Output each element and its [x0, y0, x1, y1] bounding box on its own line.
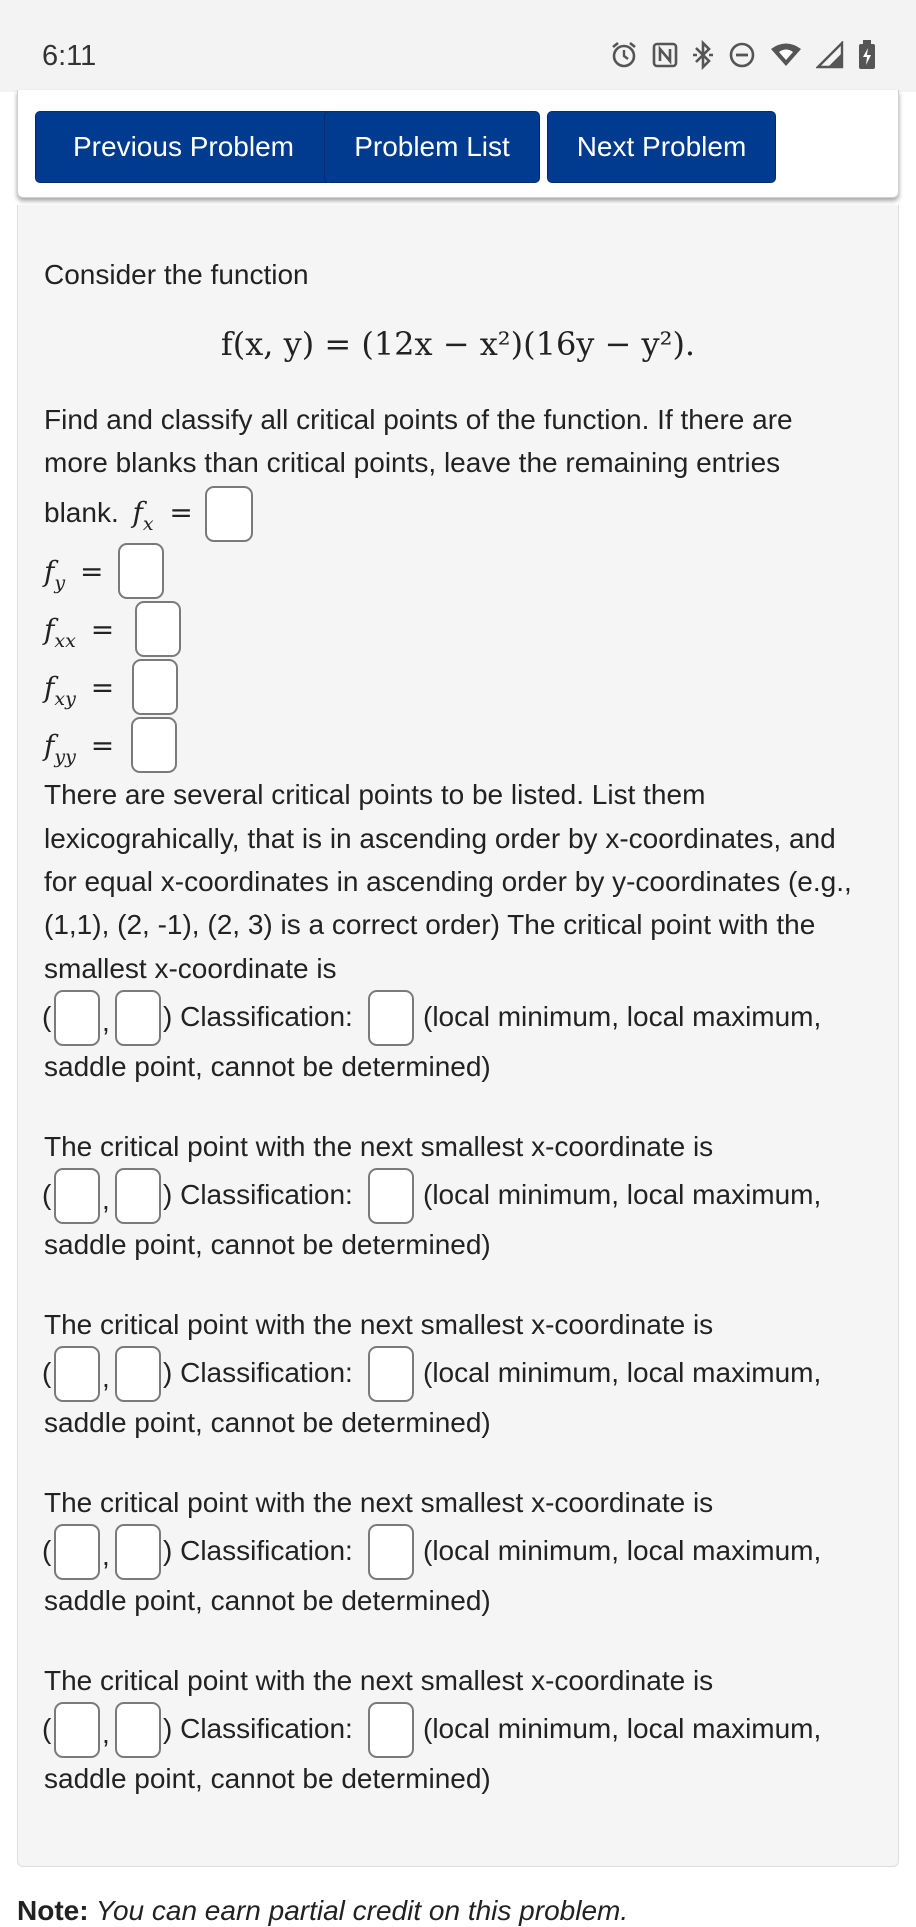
note-label: Note:	[17, 1895, 89, 1926]
note-text: You can earn partial credit on this problem.	[88, 1895, 629, 1926]
alarm-icon	[610, 41, 638, 69]
critical-point-5-options-1: (local minimum, local maximum,	[423, 1713, 822, 1744]
status-bar	[0, 0, 916, 92]
status-icons	[610, 40, 876, 70]
critical-point-4-options-1: (local minimum, local maximum,	[423, 1535, 822, 1566]
do-not-disturb-icon	[728, 41, 756, 69]
critical-point-5-intro: The critical point with the next smallest x-coordinate is	[44, 1665, 714, 1696]
critical-point-2-x-input[interactable]	[54, 1168, 100, 1224]
bluetooth-icon	[692, 40, 714, 70]
instruction-line-2: more blanks than critical points, leave the remaining entries	[44, 447, 781, 478]
critical-point-2-comma: ,	[102, 1184, 110, 1215]
signal-icon	[816, 41, 844, 69]
critical-point-5-options-2: saddle point, cannot be determined)	[44, 1763, 491, 1794]
function-formula	[0, 325, 916, 363]
instruction-line-3	[44, 491, 193, 538]
critical-point-3-intro: The critical point with the next smallest x-coordinate is	[44, 1309, 714, 1340]
list-text-4: (1,1), (2, -1), (2, 3) is a correct order) The critical point with the	[44, 909, 816, 940]
critical-point-5-y-input[interactable]	[115, 1702, 161, 1758]
critical-point-1-classification-input[interactable]	[368, 990, 414, 1046]
list-text-2: lexicograhically, that is in ascending order by x-coordinates, and	[44, 823, 836, 854]
critical-point-3-classification-input[interactable]	[368, 1346, 414, 1402]
critical-point-5-comma: ,	[102, 1718, 110, 1749]
function-formula-text: f(x, y) = (12x − x²)(16y − y²).	[220, 325, 696, 363]
instruction-line-1: Find and classify all critical points of the function. If there are	[44, 404, 793, 435]
critical-point-4-classification-input[interactable]	[368, 1524, 414, 1580]
critical-point-4-intro: The critical point with the next smallest x-coordinate is	[44, 1487, 714, 1518]
previous-problem-button[interactable]: Previous Problem	[35, 111, 332, 183]
critical-point-4-classification-label: ) Classification:	[163, 1535, 353, 1566]
fx-symbol: $f_x$	[132, 496, 154, 535]
critical-point-3-options-2: saddle point, cannot be determined)	[44, 1407, 491, 1438]
critical-point-5-classification-input[interactable]	[368, 1702, 414, 1758]
wifi-icon	[770, 42, 802, 68]
fy-label: $f_y$ =	[44, 555, 104, 594]
critical-point-3-x-input[interactable]	[54, 1346, 100, 1402]
next-problem-button[interactable]: Next Problem	[547, 111, 776, 183]
critical-point-4-comma: ,	[102, 1540, 110, 1571]
critical-point-2-classification-input[interactable]	[368, 1168, 414, 1224]
critical-point-2-open-paren: (	[42, 1179, 52, 1210]
partial-credit-note	[17, 1895, 628, 1927]
critical-point-4-x-input[interactable]	[54, 1524, 100, 1580]
critical-point-5-open-paren: (	[42, 1713, 52, 1744]
status-time: 6:11	[42, 40, 97, 72]
critical-point-1-y-input[interactable]	[115, 990, 161, 1046]
list-text-1: There are several critical points to be listed. List them	[44, 779, 706, 810]
fxy-input[interactable]	[132, 659, 178, 715]
critical-point-5-classification-label: ) Classification:	[163, 1713, 353, 1744]
critical-point-1-classification-label: ) Classification:	[163, 1001, 353, 1032]
battery-icon	[858, 40, 876, 70]
fxx-input[interactable]	[135, 601, 181, 657]
critical-point-3-comma: ,	[102, 1362, 110, 1393]
critical-point-2-options-2: saddle point, cannot be determined)	[44, 1229, 491, 1260]
critical-point-1-options-2: saddle point, cannot be determined)	[44, 1051, 491, 1082]
critical-point-4-y-input[interactable]	[115, 1524, 161, 1580]
fx-equals: =	[169, 496, 193, 529]
problem-list-button[interactable]: Problem List	[324, 111, 540, 183]
list-text-3: for equal x-coordinates in ascending order by y-coordinates (e.g.,	[44, 866, 852, 897]
critical-point-3-y-input[interactable]	[115, 1346, 161, 1402]
nfc-icon	[652, 41, 678, 69]
critical-point-1-x-input[interactable]	[54, 990, 100, 1046]
critical-point-1-options-1: (local minimum, local maximum,	[423, 1001, 822, 1032]
instruction-blank-word: blank.	[44, 497, 119, 528]
critical-point-3-classification-label: ) Classification:	[163, 1357, 353, 1388]
fyy-input[interactable]	[131, 717, 177, 773]
fx-input[interactable]	[205, 486, 253, 542]
critical-point-4-options-2: saddle point, cannot be determined)	[44, 1585, 491, 1616]
critical-point-2-classification-label: ) Classification:	[163, 1179, 353, 1210]
critical-point-2-intro: The critical point with the next smallest x-coordinate is	[44, 1131, 714, 1162]
critical-point-1-open-paren: (	[42, 1001, 52, 1032]
fxy-label: $f_{xy}$ =	[44, 671, 115, 710]
critical-point-2-options-1: (local minimum, local maximum,	[423, 1179, 822, 1210]
list-text-5: smallest x-coordinate is	[44, 953, 337, 984]
critical-point-3-options-1: (local minimum, local maximum,	[423, 1357, 822, 1388]
problem-intro: Consider the function	[44, 259, 309, 290]
fxx-label: $f_{xx}$ =	[44, 613, 115, 652]
problem-nav	[17, 90, 899, 198]
critical-point-3-open-paren: (	[42, 1357, 52, 1388]
critical-point-1-comma: ,	[102, 1006, 110, 1037]
critical-point-4-open-paren: (	[42, 1535, 52, 1566]
fyy-label: $f_{yy}$ =	[44, 729, 115, 768]
critical-point-2-y-input[interactable]	[115, 1168, 161, 1224]
fy-input[interactable]	[118, 543, 164, 599]
critical-point-5-x-input[interactable]	[54, 1702, 100, 1758]
